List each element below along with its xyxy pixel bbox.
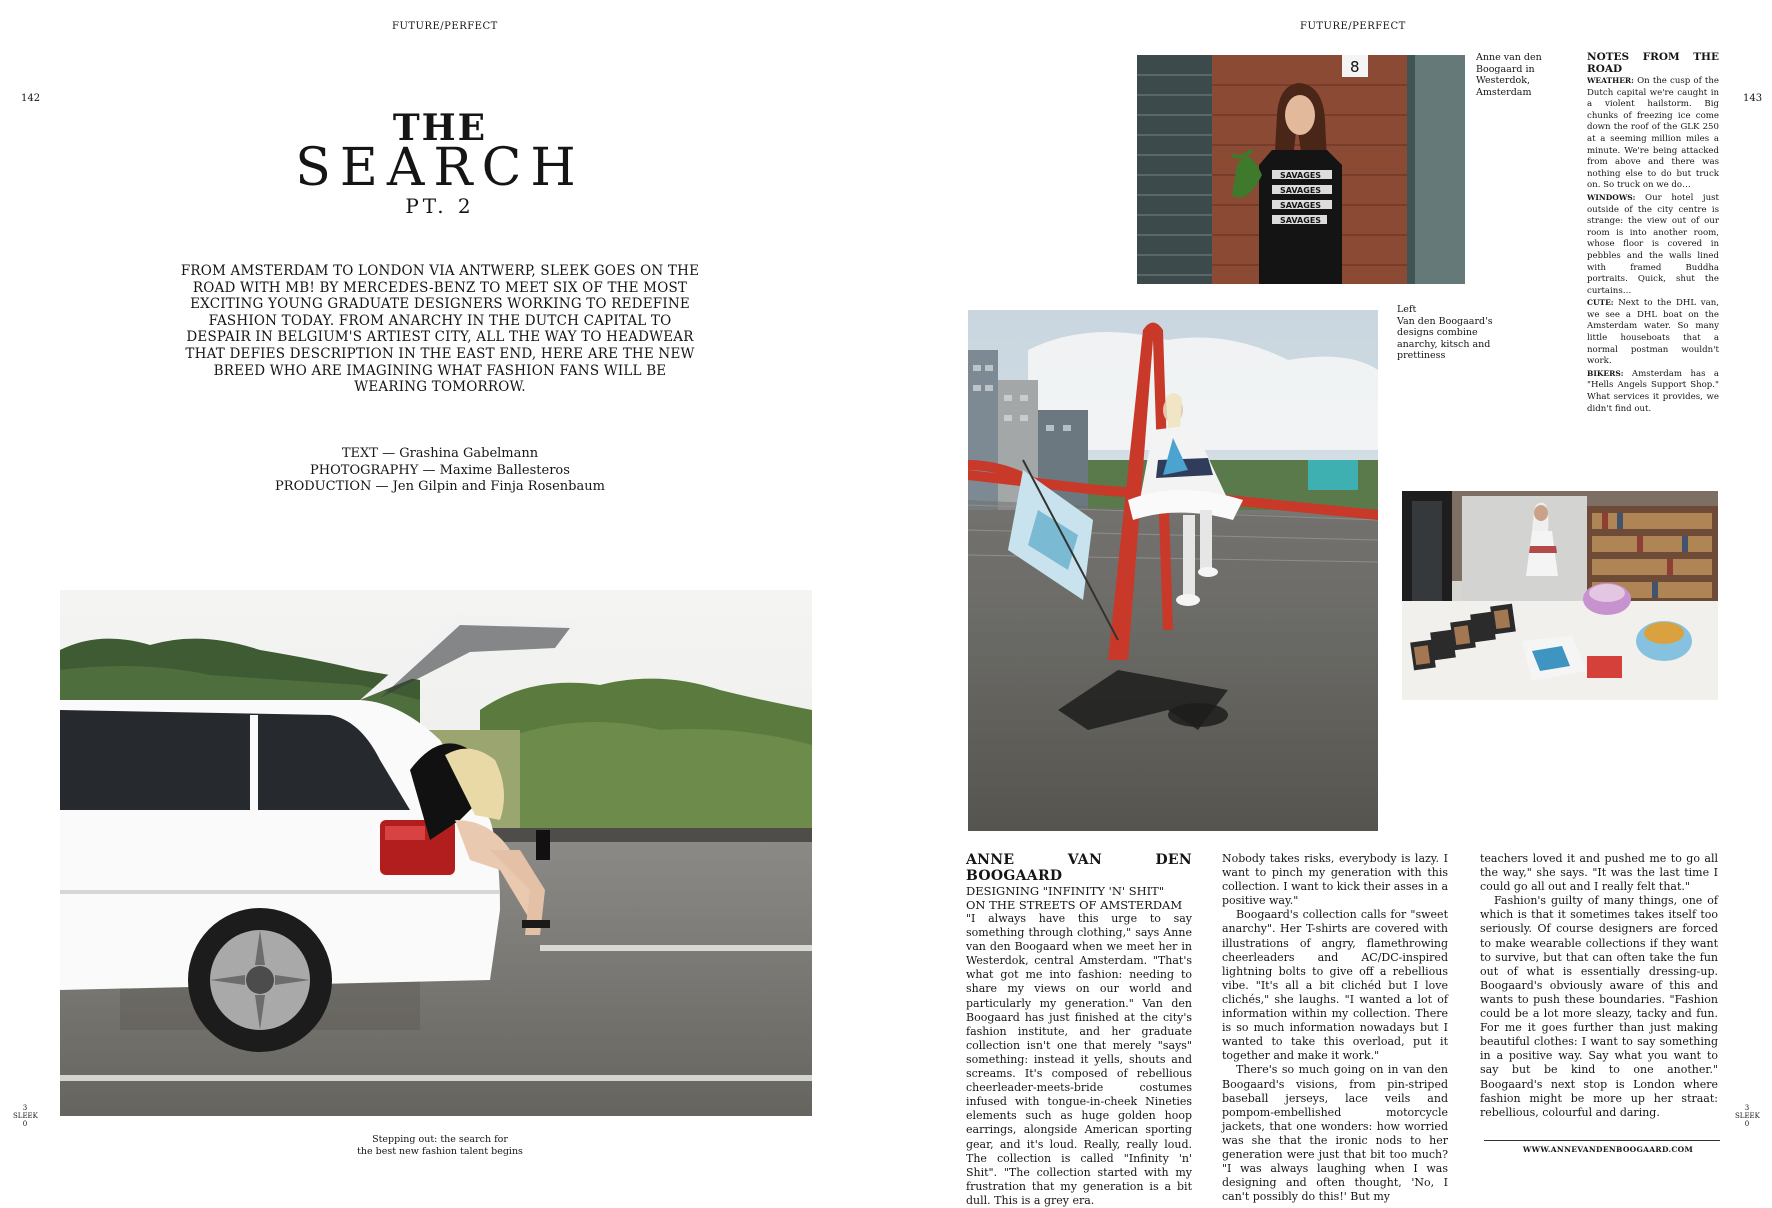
- photo-car-trunk: [60, 590, 812, 1116]
- notes-text-bikers: Amsterdam has a "Hells Angels Support Shop." What services it provides, we didn't find out.: [1587, 368, 1720, 414]
- credit-text: TEXT — Grashina Gabelmann: [341, 446, 539, 461]
- folio-right: 143: [1743, 93, 1763, 104]
- title-line-2: SEARCH: [295, 138, 585, 198]
- notes-text-cute: Next to the DHL van, we see a DHL boat on the Amsterdam water. So many little houseboats that a normal postman wouldn't work.: [1587, 298, 1720, 367]
- notes-item-bikers: [1587, 368, 1719, 415]
- folio-left: 142: [21, 93, 41, 104]
- article-deck-line-2: ON THE STREETS OF AMSTERDAM: [966, 898, 1183, 912]
- credit-photography: PHOTOGRAPHY — Maxime Ballesteros: [310, 462, 570, 478]
- house-number: 8: [1350, 58, 1360, 76]
- running-head-right: FUTURE/PERFECT: [1300, 21, 1406, 32]
- article-column-1: [966, 852, 1192, 1208]
- portrait-caption: Anne van den Boogaard in Westerdok, Amsterdam: [1476, 52, 1542, 98]
- notes-label-windows: WINDOWS:: [1587, 192, 1636, 202]
- article-column-2: [1222, 852, 1448, 1204]
- notes-label-cute: CUTE:: [1587, 298, 1614, 308]
- designer-website-link[interactable]: WWW.ANNEVANDENBOOGAARD.COM: [1522, 1145, 1694, 1154]
- notes-text-windows: Our hotel just outside of the city centre is strange: the view out of our room is into another room, whose floor is covered in pebbles and the walls lined with framed Buddha portraits. Quick, shut the curtains…: [1587, 192, 1719, 296]
- article-column-3: [1480, 852, 1718, 1120]
- running-head-left: FUTURE/PERFECT: [392, 21, 498, 32]
- notes-from-the-road: [1587, 52, 1719, 415]
- photo-studio-headwear: [1402, 491, 1718, 700]
- notes-text-weather: On the cusp of the Dutch capital we're caught in a violent hailstorm. Big chunks of freezing ice come down the roof of the GLK 250 at a seeming million miles a minute. We're being attacked from above and there was nothing else to do but truck on. So truck on we do…: [1587, 76, 1719, 191]
- notes-item-cute: [1587, 297, 1719, 368]
- article-paragraph: Nobody takes risks, everybody is lazy. I want to pinch my generation with this collection. I want to kick their asses in a positive way.": [1222, 852, 1448, 908]
- tshirt-text-2: SAVAGES: [1280, 186, 1322, 195]
- article-designer-name: ANNE VAN DEN BOOGAARD: [966, 852, 1192, 884]
- url-rule: [1484, 1140, 1720, 1141]
- article-paragraph: Fashion's guilty of many things, one of which is that it sometimes takes itself too seriously. Of course designers are forced to make wearable collections if they want to survive, but that can often take the fun out of what is essentially dressing-up. Boogaard's obviously aware of this and wants to push these boundaries. "Fashion could be a lot more sleazy, tacky and fun. For me it goes further than just making beautiful clothes: I want to say something in a positive way. Say what you want to say but be kind to one another." Boogaard's next stop is London where fashion might be more up her straat: rebellious, colourful and daring.: [1480, 894, 1718, 1119]
- spine-label-left: 3 SLEEK 0: [13, 1104, 38, 1128]
- swing-caption-label: Left: [1397, 304, 1417, 315]
- tshirt-text-3: SAVAGES: [1280, 201, 1322, 210]
- standfirst: FROM AMSTERDAM TO LONDON VIA ANTWERP, SLEEK GOES ON THE ROAD WITH MB! BY MERCEDES-BENZ TO MEET SIX OF THE MOST EXCITING YOUNG GRADUATE DESIGNERS WORKING TO REDEFINE FASHION TODAY. FROM ANARCHY IN THE DUTCH CAPITAL TO DESPAIR IN BELGIUM'S ARTIEST CITY, ALL THE WAY TO HEADWEAR THAT DEFIES DESCRIPTION IN THE EAST END, HERE ARE THE NEW BREED WHO ARE IMAGINING WHAT FASHION FANS WILL BE WEARING TOMORROW.: [180, 263, 700, 396]
- title-line-1: THE: [392, 107, 488, 149]
- car-photo-caption: [340, 1134, 540, 1157]
- spine-label-right: 3 SLEEK 0: [1735, 1104, 1760, 1128]
- article-paragraph: Boogaard's collection calls for "sweet anarchy". Her T-shirts are covered with illustrations of angry, flamethrowing cheerleaders and AC/DC-inspired lightning bolts to give off a rebellious vibe. "It's all a bit clichéd but I love clichés," she laughs. "I wanted a lot of information within my collection. There is so much information nowadays but I wanted to take this overload, put it together and make it work.": [1222, 908, 1448, 1063]
- credit-production: PRODUCTION — Jen Gilpin and Finja Rosenbaum: [275, 479, 605, 494]
- tshirt-text-1: SAVAGES: [1280, 171, 1322, 180]
- photo-portrait-brick-wall: [1137, 55, 1465, 284]
- notes-item-windows: [1587, 192, 1719, 297]
- photo-swing-flag: [968, 310, 1378, 831]
- swing-photo-caption: [1397, 304, 1507, 362]
- article-paragraph: "I always have this urge to say something through clothing," says Anne van den Boogaard when we meet her in Westerdok, central Amsterdam. "That's what got me into fashion: needing to share my views on our world and particularly my generation." Van den Boogaard has just finished at the city's fashion institute, and her graduate collection isn't one that merely "says" something: instead it yells, shouts and screams. It's composed of rebellious cheerleader-meets-bride costumes infused with tongue-in-cheek Nineties elements such as huge golden hoop earrings, alongside American sporting gear, and it's loud. Really, really loud. The collection is called "Infinity 'n' Shit". "The collection started with my frustration that my generation is a bit dull. This is a grey era.: [966, 912, 1192, 1207]
- notes-item-weather: [1587, 75, 1719, 192]
- swing-caption-text: Van den Boogaard's designs combine anarchy, kitsch and prettiness: [1397, 315, 1493, 361]
- notes-heading: NOTES FROM THE ROAD: [1587, 51, 1719, 75]
- car-caption-line-2: the best new fashion talent begins: [357, 1145, 523, 1157]
- notes-label-weather: WEATHER:: [1587, 76, 1634, 85]
- article-paragraph: teachers loved it and pushed me to go all the way," she says. "It was the last time I could go all out and I really felt that.": [1480, 852, 1718, 894]
- credits: [230, 446, 650, 496]
- tshirt-text-4: SAVAGES: [1280, 216, 1322, 225]
- title-line-3: PT. 2: [405, 194, 475, 218]
- article-deck-line-1: DESIGNING "INFINITY 'N' SHIT": [966, 884, 1165, 898]
- car-caption-line-1: Stepping out: the search for: [372, 1134, 508, 1145]
- notes-label-bikers: BIKERS:: [1587, 368, 1624, 378]
- article-paragraph: There's so much going on in van den Boogaard's visions, from pin-striped baseball jerseys, lace veils and pompom-embellished motorcycle jackets, that one wonders: how worried was she that the ironic nods to her generation were just that bit too much? "I was always laughing when I was designing and often thought, 'No, I can't possibly do this!' But my: [1222, 1063, 1448, 1204]
